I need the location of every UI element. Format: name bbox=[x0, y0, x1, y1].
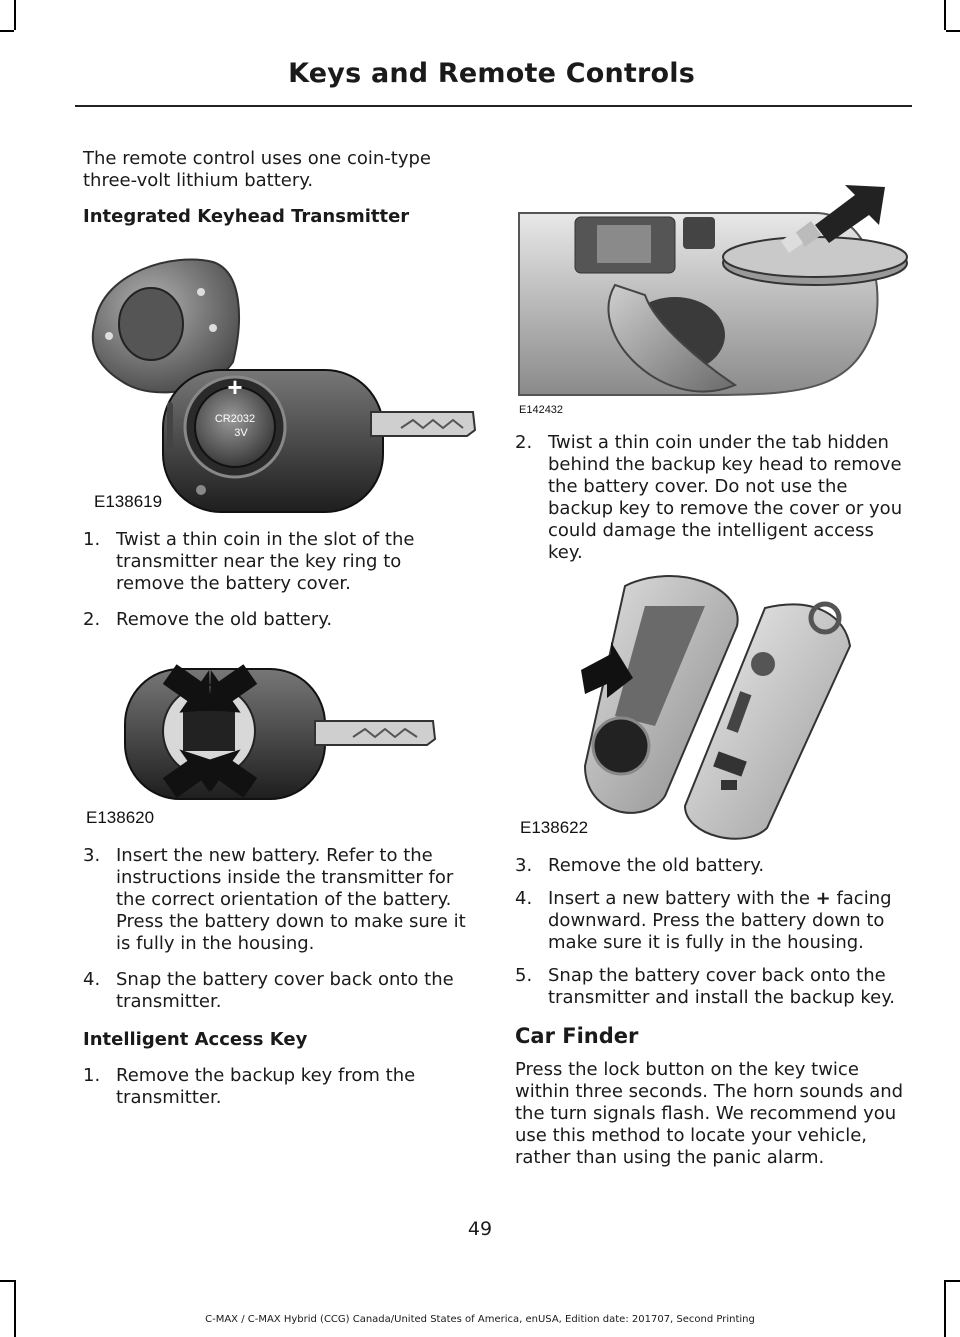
page-title: Keys and Remote Controls bbox=[288, 58, 695, 89]
step-text: Twist a thin coin under the tab hidden behind the backup key head to remove the battery cover. Do not use the backup key to remove the cover or you could damage the intelligent access key. bbox=[548, 432, 903, 563]
figure-id-e138619: E138619 bbox=[94, 492, 163, 511]
crop-mark bbox=[946, 1280, 960, 1282]
left-column bbox=[83, 148, 475, 228]
step-number: 3. bbox=[515, 855, 533, 876]
step-number: 3. bbox=[83, 845, 101, 866]
list-item bbox=[83, 969, 475, 1013]
figure-battery-removal bbox=[83, 655, 478, 830]
figure-coin-remove-cover bbox=[515, 185, 910, 420]
intelligent-access-key-illustration bbox=[515, 566, 910, 842]
figure-id-e138620: E138620 bbox=[86, 808, 155, 827]
right-steps-3-5 bbox=[515, 855, 910, 1169]
step-text-post: facing downward. Press the battery down to make sure it is fully in the housing. bbox=[548, 888, 892, 953]
coin-remove-cover-illustration bbox=[515, 185, 910, 420]
step-text: Insert the new battery. Refer to the instructions inside the transmitter for the correct orientation of the battery. Press the battery down to make sure it is fully in the housing. bbox=[116, 845, 466, 954]
footer-edition-info: C-MAX / C-MAX Hybrid (CCG) Canada/United States of America, enUSA, Edition date: 201707, Second Printing bbox=[205, 1314, 755, 1325]
list-item bbox=[515, 855, 910, 877]
step-number: 1. bbox=[83, 529, 101, 550]
step-text: Remove the old battery. bbox=[548, 855, 765, 876]
figure-keyhead-transmitter bbox=[83, 252, 478, 518]
heading-car-finder: Car Finder bbox=[515, 1024, 639, 1048]
list-item bbox=[83, 609, 475, 631]
figure-id-e138622: E138622 bbox=[520, 818, 589, 837]
step-number: 5. bbox=[515, 965, 533, 986]
battery-voltage-text: 3V bbox=[234, 427, 248, 439]
heading-integrated-keyhead-transmitter: Integrated Keyhead Transmitter bbox=[83, 206, 410, 227]
battery-model-text: CR2032 bbox=[214, 413, 256, 425]
keyhead-transmitter-illustration bbox=[83, 252, 478, 518]
step-number: 4. bbox=[83, 969, 101, 990]
step-text-pre: Insert a new battery with the bbox=[548, 888, 816, 909]
list-item bbox=[83, 529, 475, 595]
step-text: Remove the old battery. bbox=[116, 609, 333, 630]
crop-mark bbox=[946, 30, 960, 32]
heading-intelligent-access-key: Intelligent Access Key bbox=[83, 1029, 308, 1050]
step-text: Snap the battery cover back onto the transmitter and install the backup key. bbox=[548, 965, 896, 1008]
intro-paragraph: The remote control uses one coin-type three-volt lithium battery. bbox=[83, 148, 431, 191]
list-item bbox=[515, 888, 910, 954]
left-steps-b bbox=[83, 845, 475, 1109]
step-text: Snap the battery cover back onto the transmitter. bbox=[116, 969, 454, 1012]
plus-symbol: + bbox=[815, 888, 831, 909]
header-divider bbox=[75, 105, 912, 107]
list-item bbox=[83, 1065, 475, 1109]
right-step-2 bbox=[515, 432, 910, 564]
left-steps-a bbox=[83, 529, 475, 631]
crop-mark bbox=[0, 1280, 14, 1282]
step-number: 2. bbox=[83, 609, 101, 630]
crop-mark bbox=[14, 1280, 16, 1337]
step-number: 2. bbox=[515, 432, 533, 453]
step-number: 4. bbox=[515, 888, 533, 909]
step-text: Twist a thin coin in the slot of the transmitter near the key ring to remove the battery cover. bbox=[116, 529, 415, 594]
figure-id-e142432: E142432 bbox=[519, 404, 564, 416]
battery-plus-symbol: + bbox=[227, 372, 243, 402]
car-finder-paragraph: Press the lock button on the key twice within three seconds. The horn sounds and the turn signals flash. We recommend you use this method to locate your vehicle, rather than using the panic alarm. bbox=[515, 1059, 904, 1168]
crop-mark bbox=[944, 0, 946, 30]
step-text: Remove the backup key from the transmitter. bbox=[116, 1065, 416, 1108]
list-item bbox=[83, 845, 475, 955]
figure-intelligent-access-key-open bbox=[515, 566, 910, 842]
crop-mark bbox=[14, 0, 16, 30]
battery-removal-illustration bbox=[83, 655, 478, 830]
crop-mark bbox=[944, 1280, 946, 1337]
page-number: 49 bbox=[467, 1218, 493, 1240]
list-item bbox=[515, 432, 910, 564]
list-item bbox=[515, 965, 910, 1009]
step-number: 1. bbox=[83, 1065, 101, 1086]
crop-mark bbox=[0, 30, 14, 32]
